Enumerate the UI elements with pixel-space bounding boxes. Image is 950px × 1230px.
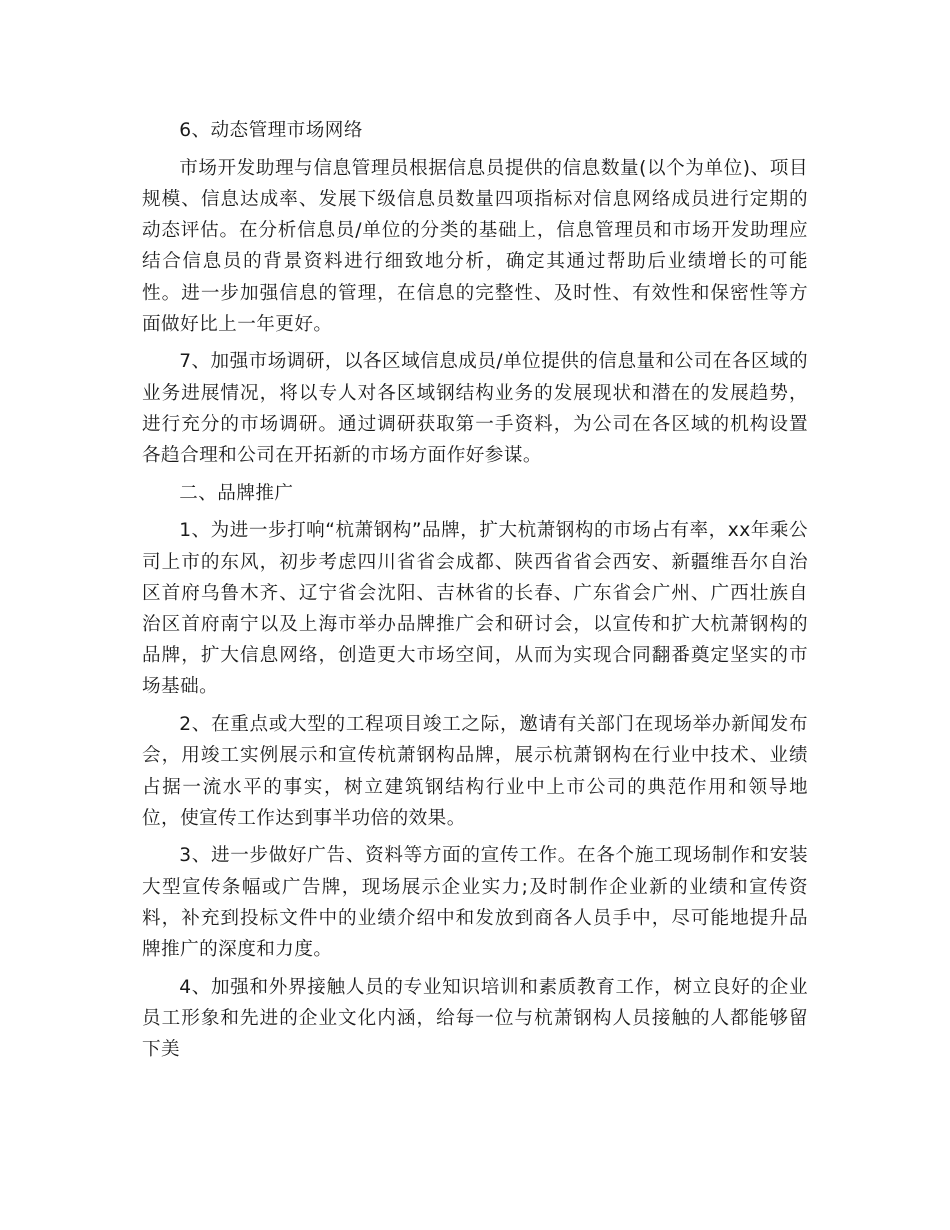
paragraph-brand-4: 4、加强和外界接触人员的专业知识培训和素质教育工作，树立良好的企业员工形象和先进的企业文化内涵，给每一位与杭萧钢构人员接触的人都能够留下美 xyxy=(142,976,808,1061)
document-page xyxy=(142,115,808,1065)
section-heading-brand-promotion: 二、品牌推广 xyxy=(179,482,294,504)
paragraph-brand-2: 2、在重点或大型的工程项目竣工之际，邀请有关部门在现场举办新闻发布会，用竣工实例展示和宣传杭萧钢构品牌，展示杭萧钢构在行业中技术、业绩占据一流水平的事实，树立建筑钢结构行业中上市公司的典范作用和领导地位，使宣传工作达到事半功倍的效果。 xyxy=(142,714,808,829)
section-heading-6: 6、动态管理市场网络 xyxy=(179,120,363,141)
paragraph-brand-3: 3、进一步做好广告、资料等方面的宣传工作。在各个施工现场制作和安装大型宣传条幅或广告牌，现场展示企业实力;及时制作企业新的业绩和宣传资料，补充到投标文件中的业绩介绍中和发放到商各人员手中，尽可能地提升品牌推广的深度和力度。 xyxy=(142,845,808,961)
paragraph-7: 7、加强市场调研，以各区域信息成员/单位提供的信息量和公司在各区域的业务进展情况，将以专人对各区域钢结构业务的发展现状和潜在的发展趋势，进行充分的市场调研。通过调研获取第一手资料，为公司在各区域的机构设置各趋合理和公司在开拓新的市场方面作好参谋。 xyxy=(142,351,808,467)
paragraph-6-body: 市场开发助理与信息管理员根据信息员提供的信息数量(以个为单位)、项目规模、信息达成率、发展下级信息员数量四项指标对信息网络成员进行定期的动态评估。在分析信息员/单位的分类的基础上，信息管理员和市场开发助理应结合信息员的背景资料进行细致地分析，确定其通过帮助后业绩增长的可能性。进一步加强信息的管理，在信息的完整性、及时性、有效性和保密性等方面做好比上一年更好。 xyxy=(142,157,808,335)
paragraph-brand-1: 1、为进一步打响“杭萧钢构”品牌，扩大杭萧钢构的市场占有率，xx年乘公司上市的东风，初步考虑四川省省会成都、陕西省省会西安、新疆维吾尔自治区首府乌鲁木齐、辽宁省会沈阳、吉林省的长春、广东省会广州、广西壮族自治区首府南宁以及上海市举办品牌推广会和研讨会，以宣传和扩大杭萧钢构的品牌，扩大信息网络，创造更大市场空间，从而为实现合同翻番奠定坚实的市场基础。 xyxy=(142,520,808,698)
